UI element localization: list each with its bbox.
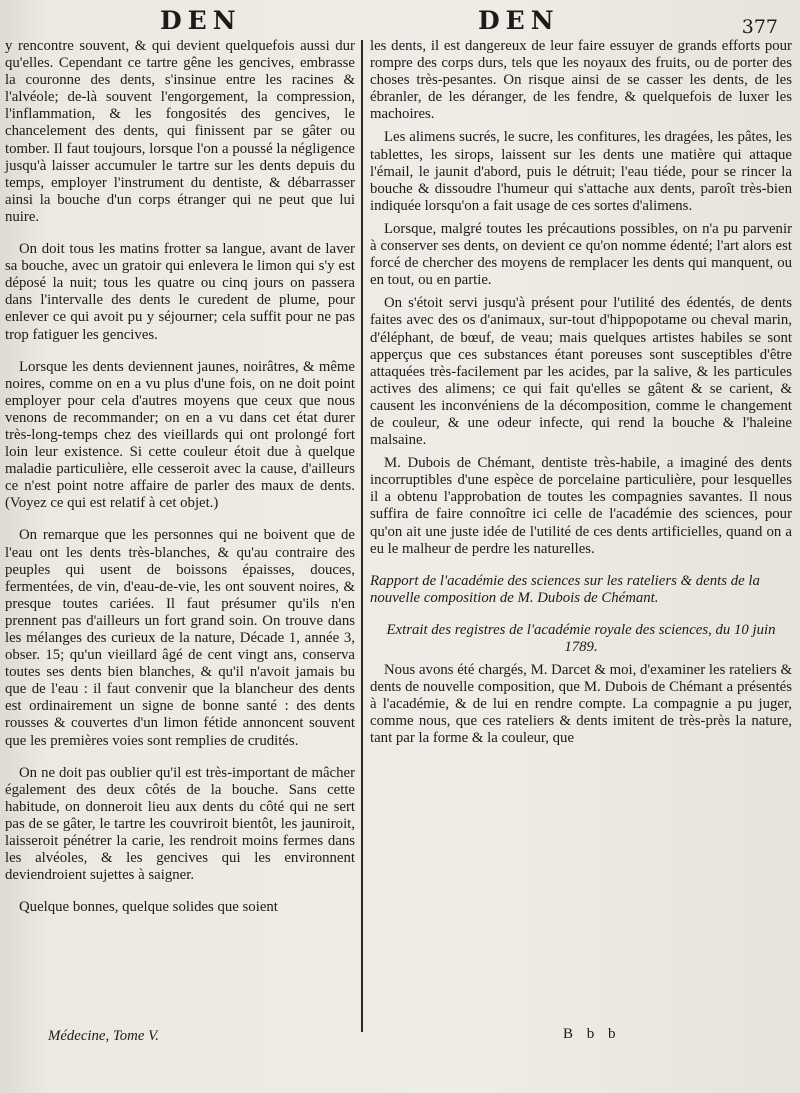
paragraph-quelque-bonnes: Quelque bonnes, quelque solides que soient	[19, 899, 278, 916]
volume-footer: Médecine, Tome V.	[48, 1028, 159, 1044]
paragraph-macher: On ne doit pas oublier qu'il est très-important de mâcher également des deux côtés de la bouche. Sans cette habitude, on donneroit lieu aux dents du côté qui ne sert pas de se gâter, le tartre les couvriroit bientôt, les jauniroit, laisseroit pénétrer la carie, les rendroit moins fermes dans les alvéoles, & les gencives qui les environnent deviendroient sujettes à saigner.	[5, 764, 355, 884]
paragraph-dents-jaunes: Lorsque les dents deviennent jaunes, noirâtres, & même noires, comme on en a vu plus d'une fois, on ne doit point employer pour cela d'autres moyens que ceux que nous venons de recommander; on en a vu dans cet état durer très-long-temps chez des vieillards qui ont prolongé fort loin leur existence. Si cette couleur étoit due à quelque maladie particulière, elle cesseroit avec la cause, d'ailleurs ce n'est point notre affaire de parler des maux de dents. (Voyez ce qui est relatif à cet objet.)	[5, 358, 355, 512]
running-head	[0, 4, 800, 40]
running-head-left: DEN	[160, 6, 242, 35]
column-divider	[361, 40, 363, 1032]
page-number: 377	[741, 16, 778, 38]
left-column	[5, 38, 355, 916]
extract-title: Extrait des registres de l'académie royale des sciences, du 10 juin 1789.	[386, 621, 776, 655]
paragraph-efforts: les dents, il est dangereux de leur faire essuyer de grands efforts pour rompre des corps durs, tels que les noyaux des fruits, ou de porter des choses très-pesantes. On risque ainsi de se casser les dents, de les ébranler, de les déranger, de les fendre, & quelquefois de luxer les machoires.	[370, 38, 792, 123]
running-head-right: DEN	[478, 6, 560, 35]
paragraph-dubois: M. Dubois de Chémant, dentiste très-habile, a imaginé des dents incorruptibles d'une espèce de porcelaine particulière, pour lesquelles il a obtenu l'approbation de toutes les compagnies savantes. Il nous suffira de faire connoître ici celle de l'académie des sciences, pour qu'on ait une juste idée de l'utilité de ces dents artificielles, quand on a eu le malheur de perdre les naturelles.	[370, 455, 792, 557]
paragraph-alimens-sucres: Les alimens sucrés, le sucre, les confitures, les dragées, les pâtes, les tablettes, les sirops, laissent sur les dents une matière qui attaque l'émail, le jaunit d'abord, puis le détruit; l'eau tiéde, pour se rincer la bouche & dissoudre l'humeur qui s'attache aux dents, paroît très-bien indiquée lorsqu'on a fait usage de ces sortes d'alimens.	[370, 129, 792, 214]
paragraph-gratoir: On doit tous les matins frotter sa langue, avant de laver sa bouche, avec un gratoir qui enlevera le limon qui s'y est déposé la nuit; tous les quatre ou cinq jours on passera dans l'intervalle des dents le curedent de plume, pour enlever ce qui avoit pu y séjourner; cela suffit pour ne pas trop fatiguer les gencives.	[5, 241, 355, 343]
report-title: Rapport de l'académie des sciences sur les rateliers & dents de la nouvelle composition de M. Dubois de Chémant.	[370, 572, 760, 606]
paragraph-eau: On remarque que les personnes qui ne boivent que de l'eau ont les dents très-blanches, & qu'au contraire des peuples qui usent de boissons épaisses, douces, fermentées, de vin, d'eau-de-vie, les ont souvent noires, & presque toutes cariées. Il faut présumer qu'ils n'en prennent pas d'ailleurs un fort grand soin. On trouve dans les mélanges des curieux de la nature, Décade 1, année 3, obser. 15; qu'un vieillard âgé de cent vingt ans, conserva toutes ses dents bien blanches, & qu'il n'avoit jamais bu que de l'eau : il faut convenir que la blancheur des dents est ordinairement un signe de bonne santé : des dents rousses & couvertes d'un limon fétide annoncent souvent que les premières voies sont remplies de crudités.	[5, 527, 355, 749]
paragraph-report-body: Nous avons été chargés, M. Darcet & moi, d'examiner les rateliers & dents de nouvelle composition, que M. Dubois de Chémant a présentés à l'académie, & de lui en rendre compte. La compagnie a pu juger, comme nous, que ces rateliers & dents imitent de très-près la nature, tant par la forme & la couleur, que	[370, 662, 792, 747]
paragraph-edente: Lorsque, malgré toutes les précautions possibles, on n'a pu parvenir à conserver ses dents, on devient ce qu'on nomme édenté; l'art alors est forcé de chercher des moyens de remplacer les dents qui manquent, ou en tout, ou en partie.	[370, 220, 792, 289]
paragraph-tartre: y rencontre souvent, & qui devient quelquefois aussi dur qu'elles. Cependant ce tartre gêne les gencives, embrasse la couronne des dents, s'insinue entre les racines & l'alvéole; de-là souvent l'engorgement, la compression, l'inflammation, & les fongosités des gencives, le chancelement des dents, qui finissent par se gâter ou tomber. Il faut toujours, lorsque l'on a poussé la négligence jusqu'à laisser accumuler le tartre sur les dents depuis du temps, employer l'instrument du dentiste, & débarrasser ainsi la bouche d'un corps étranger qui ne peut que lui nuire.	[5, 38, 355, 225]
signature-mark: B b b	[563, 1026, 621, 1042]
right-column	[370, 38, 792, 748]
paragraph-os-animaux: On s'étoit servi jusqu'à présent pour l'utilité des édentés, de dents faites avec des os d'animaux, sur-tout d'hippopotame ou cheval marin, d'éléphant, de bœuf, de veau; mais quelques artistes habiles se sont apperçus que ces substances étant poreuses sont susceptibles d'être attaquées très-facilement par les acides, par la salive, & les particules actives des alimens; ce qui fait qu'elles se gâtent & se carient, & causent les inconvéniens de la décomposition, comme le changement de couleur, & une odeur infecte, qui rend la bouche & l'haleine malsaine.	[370, 295, 792, 449]
